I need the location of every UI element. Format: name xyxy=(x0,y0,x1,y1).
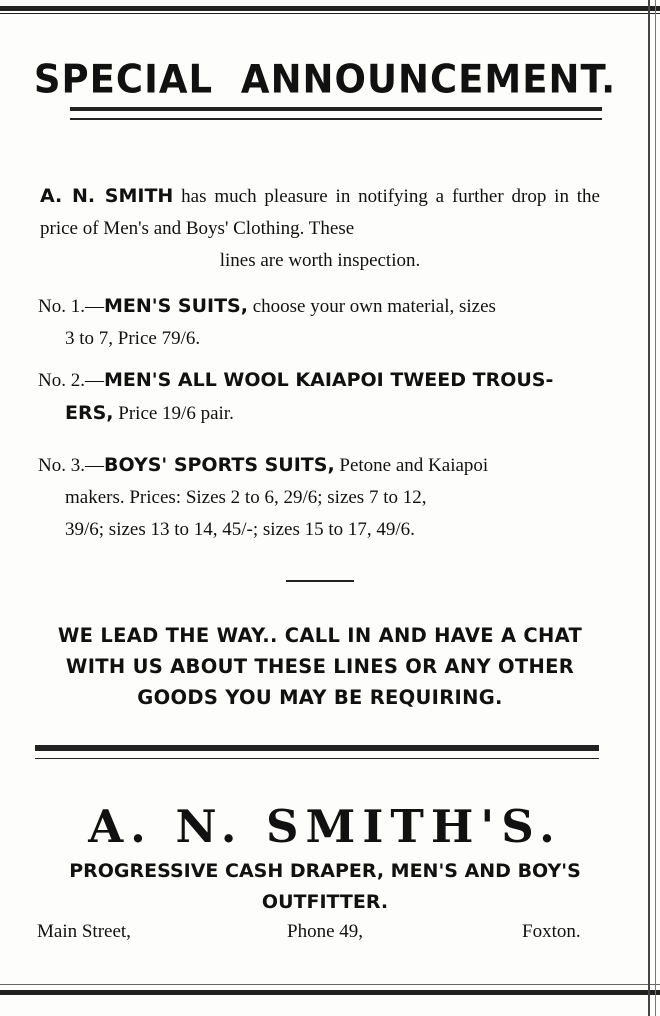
item-1-text-2: 3 to 7, Price 79/6. xyxy=(65,328,201,349)
page-title: SPECIAL ANNOUNCEMENT. xyxy=(33,56,617,103)
title-underline-thick xyxy=(70,107,602,111)
item-1-number: No. 1.— xyxy=(38,296,104,317)
item-1-heading: MEN'S SUITS, xyxy=(103,295,248,317)
intro-text: has much pleasure in notifying a further drop in the price of Men's and Boys' Clothing. These xyxy=(40,186,600,239)
town: Foxton. xyxy=(522,921,581,942)
item-1 xyxy=(38,290,602,355)
cta-line-1: WE LEAD THE WAY.. CALL IN AND HAVE A CHAT xyxy=(57,624,583,647)
cta-line-2: WITH US ABOUT THESE LINES OR ANY OTHER xyxy=(65,655,575,678)
top-border xyxy=(0,6,660,11)
shop-subtitle-line-2: OUTFITTER. xyxy=(261,891,389,913)
item-2-number: No. 2.— xyxy=(38,370,104,391)
item-3 xyxy=(38,449,602,546)
item-2-text: Price 19/6 pair. xyxy=(113,403,234,424)
phone: Phone 49, xyxy=(287,921,363,942)
shop-subtitle-line-1: PROGRESSIVE CASH DRAPER, MEN'S AND BOY'S xyxy=(69,860,581,882)
call-to-action xyxy=(30,620,610,713)
item-3-text: Petone and Kaiapoi xyxy=(334,455,489,476)
cta-line-3: GOODS YOU MAY BE REQUIRING. xyxy=(137,686,503,709)
item-3-number: No. 3.— xyxy=(38,455,104,476)
right-border-outer xyxy=(655,0,656,1016)
intro-name: A. N. SMITH xyxy=(40,185,174,207)
footer-rule-thick xyxy=(35,745,599,751)
intro-text-end: lines are worth inspection. xyxy=(219,250,421,271)
shop-subtitle xyxy=(20,856,630,918)
item-3-heading: BOYS' SPORTS SUITS, xyxy=(103,454,335,476)
bottom-border xyxy=(0,990,660,995)
intro-paragraph xyxy=(40,180,600,277)
item-3-text-3: 39/6; sizes 13 to 14, 45/-; sizes 15 to 17, 49/6. xyxy=(65,519,415,540)
title-underline-thin xyxy=(70,118,602,120)
item-2 xyxy=(38,364,602,430)
top-border-thin xyxy=(0,13,660,14)
right-border xyxy=(648,0,650,1016)
bottom-border-thin xyxy=(0,984,660,985)
item-2-heading: MEN'S ALL WOOL KAIAPOI TWEED TROUS- xyxy=(103,369,554,391)
footer-rule-thin xyxy=(35,758,599,759)
shop-name: A. N. SMITH'S. xyxy=(88,800,562,853)
item-3-text-2: makers. Prices: Sizes 2 to 6, 29/6; sizes 7 to 12, xyxy=(65,487,427,508)
item-2-heading-cont: ERS, xyxy=(65,402,114,424)
item-1-text: choose your own material, sizes xyxy=(247,296,496,317)
section-divider xyxy=(286,580,354,582)
address: Main Street, xyxy=(37,921,131,942)
